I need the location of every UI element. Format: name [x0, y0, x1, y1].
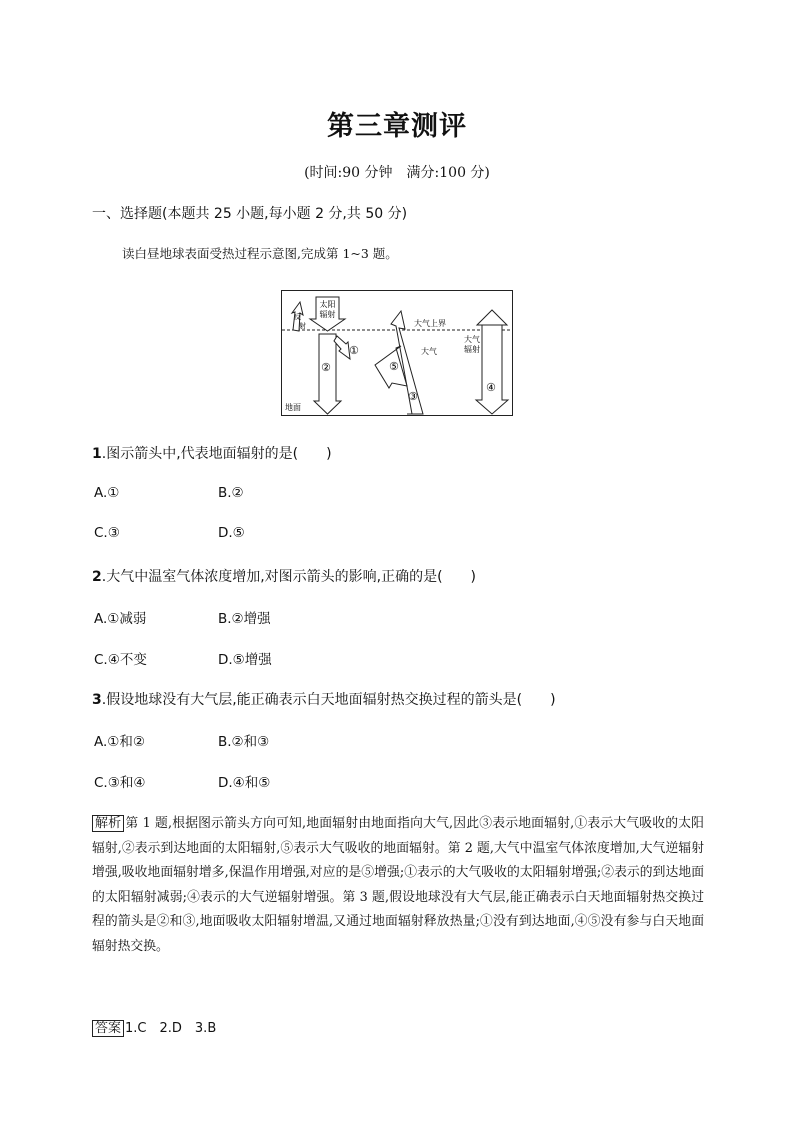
analysis-text: 第 1 题,根据图示箭头方向可知,地面辐射由地面指向大气,因此③表示地面辐射,①表示大气吸收的太阳辐射,②表示到达地面的太阳辐射,⑤表示大气吸收的地面辐射。第 2 题,大气中温室气体浓度增加,大气逆辐射增强,吸收地面辐射增多,保温作用增强,对应的是⑤增强;①表示的大气吸收的太阳辐射增强;②表示的到达地面的太阳辐射减弱;④表示的大气逆辐射增强。第 3 题,假设地球没有大气层,能正确表示白天地面辐射热交换过程的箭头是②和③,地面吸收太阳辐射增温,又通过地面辐射释放热量;①没有到达地面,④⑤没有参与白天地面辐射热交换。	[92, 816, 704, 954]
intro-text: 读白昼地球表面受热过程示意图,完成第 1~3 题。	[122, 246, 398, 261]
q2-option-a[interactable]: A.①减弱	[94, 611, 147, 627]
q2-option-c[interactable]: C.④不变	[94, 652, 147, 668]
answer-tag: 答案	[92, 1020, 124, 1037]
exam-info: (时间:90 分钟 满分:100 分)	[304, 165, 490, 181]
analysis-block	[92, 812, 704, 959]
reflect-label-2: 射	[299, 322, 306, 330]
question-1: 1.图示箭头中,代表地面辐射的是( )	[92, 446, 332, 462]
solar-label-2: 辐射	[319, 310, 336, 319]
q3-option-b[interactable]: B.②和③	[218, 734, 270, 750]
analysis-tag: 解析	[92, 815, 124, 832]
page-title: 第三章测评	[327, 111, 467, 142]
q3-option-c[interactable]: C.③和④	[94, 775, 146, 791]
q1-option-b[interactable]: B.②	[218, 485, 244, 501]
atm-rad-label-1: 大气	[464, 335, 480, 344]
heating-process-diagram	[281, 290, 513, 416]
q2-option-b[interactable]: B.②增强	[218, 611, 271, 627]
question-3: 3.假设地球没有大气层,能正确表示白天地面辐射热交换过程的箭头是( )	[92, 692, 556, 708]
reflect-label-1: 反	[294, 313, 301, 321]
label-3: ③	[408, 390, 418, 403]
label-4: ④	[486, 381, 496, 394]
atm-rad-label-2: 辐射	[464, 345, 480, 354]
label-5: ⑤	[389, 360, 399, 373]
q1-option-d[interactable]: D.⑤	[218, 525, 245, 541]
q1-option-c[interactable]: C.③	[94, 525, 120, 541]
atmosphere-label: 大气	[421, 347, 437, 356]
ground-label: 地面	[285, 403, 301, 412]
q3-option-a[interactable]: A.①和②	[94, 734, 145, 750]
answer-block	[92, 1017, 216, 1036]
label-1: ①	[349, 344, 359, 357]
solar-label-1: 太阳	[319, 300, 336, 309]
q1-option-a[interactable]: A.①	[94, 485, 120, 501]
label-2: ②	[321, 361, 331, 374]
answer-text: 1.C 2.D 3.B	[125, 1021, 217, 1036]
q3-option-d[interactable]: D.④和⑤	[218, 775, 271, 791]
top-boundary-label: 大气上界	[414, 319, 446, 328]
question-2: 2.大气中温室气体浓度增加,对图示箭头的影响,正确的是( )	[92, 569, 477, 585]
q2-option-d[interactable]: D.⑤增强	[218, 652, 272, 668]
section-heading: 一、选择题(本题共 25 小题,每小题 2 分,共 50 分)	[92, 206, 408, 222]
